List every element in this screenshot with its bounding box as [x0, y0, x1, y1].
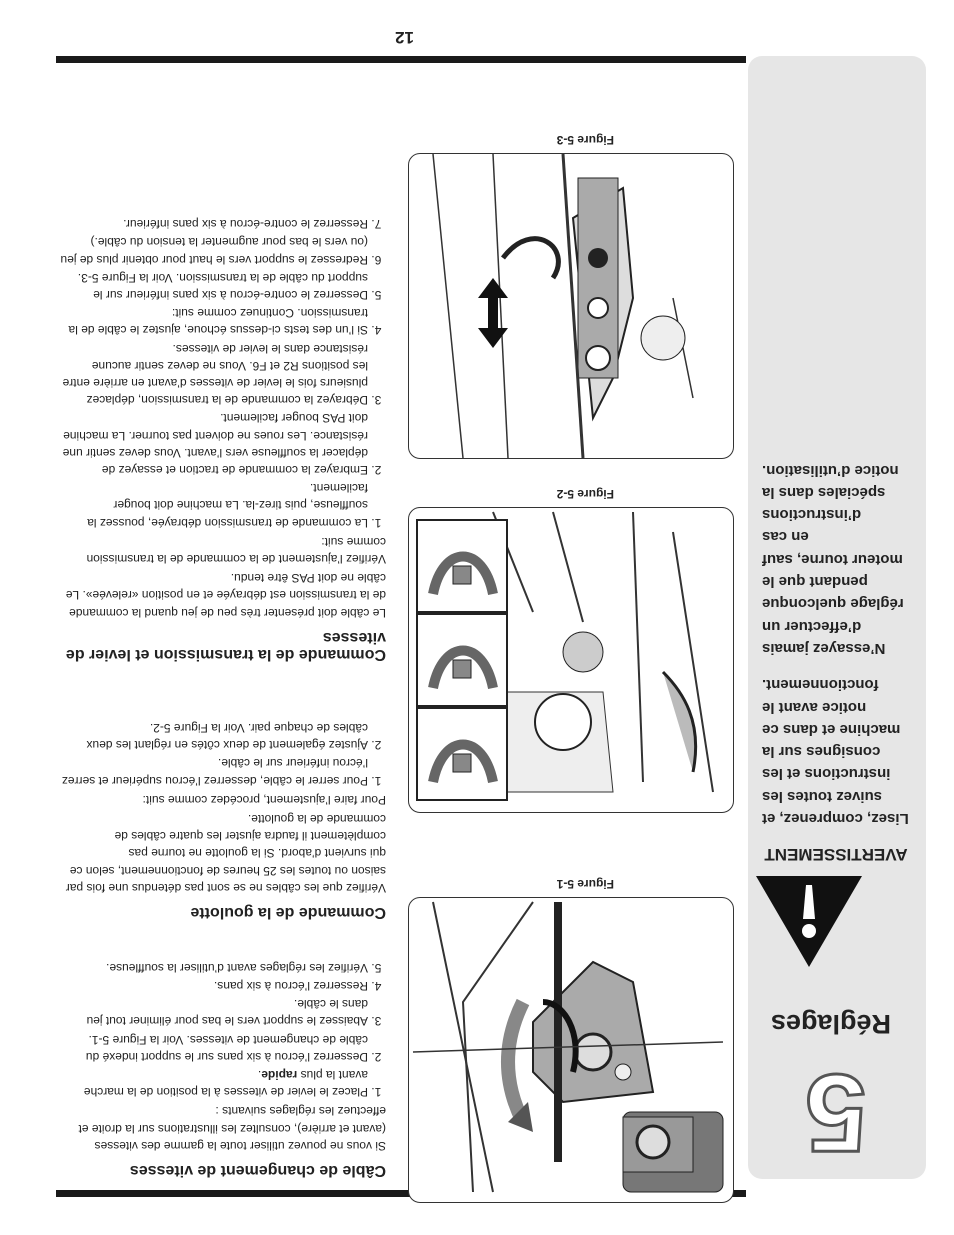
chute-control-intro-2: Pour faire l’ajustement, procédez comme suit: — [142, 792, 386, 807]
chute-control-step: 2. Ajustez également de deux côtés en réglant les deux câbles de chaque pair. Voir la Figure 5-2. — [60, 719, 368, 753]
double-arrow-icon — [478, 278, 508, 348]
drive-cable-bracket-drawing — [409, 154, 733, 458]
shift-cable-step — [60, 1066, 368, 1100]
shift-cable-steps — [60, 959, 386, 1101]
chute-control-intro: Vérifiez que les câbles ne se sont pas détendus une fois par saison ou toutes les 25 heures de fonctionnement, selon ce qui survient d’abord. Si la goulotte ne tourne pas complètement il faudra ajuster les quatre câbles de commande de la goulotte. — [65, 811, 386, 895]
warning-text — [762, 444, 912, 829]
step-text-bold: rapide — [261, 1067, 298, 1082]
shift-cable-heading: Câble de changement de vitesses — [129, 1162, 386, 1179]
transmission-step: 2. Embrayez la commande de traction et essayez de déplacer la souffleuse vers l’avant. Vous devez sentir une résistance. Les roues ne doivent pas tourner. La machine doit PAS bouger facilement. — [60, 409, 368, 478]
step-text: Placez le levier de vitesses à la position de la marche avant la plus — [83, 1067, 368, 1100]
warning-paragraph-1: Lisez, comprenez, et suivez toutes les instructions et les consignes sur la machine et dans ce notice avant le fonctionnement. — [762, 676, 909, 827]
shift-cable-section — [60, 947, 386, 1179]
transmission-step: 1. La commande de transmission débrayée, poussez la souffleuse, puis tirez-la. La machine doit bouger facilement. — [60, 479, 368, 531]
chute-control-step: 1. Pour serrer le câble, desserrez l’écrou supérieur et serrez l’écrou inférieur sur le câble. — [60, 754, 368, 788]
shift-cable-step: 2. Desserrez l’écrou à six pans sur le support indexé du câble de changement de vitesses. Voir la Figure 5-1. — [60, 1030, 368, 1064]
shift-cable-intro: Si vous ne pouvez utiliser toute la gamme des vitesses (avant et arrière), consultez les illustrations sur la droite et effectuez les réglages suivants : — [78, 1104, 386, 1153]
bottom-rule — [56, 56, 746, 63]
transmission-step: 5. Desserrez le contre-écrou à six pans inférieur sur le support du câble de la transmission. Voir la Figure 5-3. — [60, 269, 368, 303]
figure-5-1-caption: Figure 5-1 — [556, 877, 614, 891]
warning-title: AVERTISSEMENT — [764, 845, 908, 864]
transmission-step: 3. Débrayez la commande de la transmission, déplacez plusieurs fois le levier de vitesses d’avant en arrière entre les positions R2 et F6. Vous ne devez sentir aucune résistance dans le levier de vitesses. — [60, 339, 368, 408]
page-number: 12 — [395, 28, 414, 47]
chapter-title: Réglages — [770, 1009, 892, 1039]
shift-cable-step: 3. Abaissez le support vers le bas pour éliminer tout jeu dans le câble. — [60, 995, 368, 1029]
transmission-step: 7. Resserrez le contre-écrou à six pans inférieur. — [60, 215, 368, 232]
shift-cable-bracket-drawing — [409, 898, 733, 1202]
transmission-steps — [60, 215, 386, 531]
transmission-step: 4. Si l’un des tests ci-dessus échoue, ajustez le câble de la transmission. Continuez comme suit: — [60, 304, 368, 338]
transmission-section — [60, 203, 386, 663]
transmission-intro-2: Vérifiez l’ajustement de la commande de la transmission comme suit: — [86, 534, 386, 566]
transmission-intro: Le câble doit présenter très peu de jeu quand la commande de la transmission est débrayée et en position «relevée». Le câble ne doit PAS être tendu. — [65, 571, 386, 620]
warning-icon — [754, 874, 864, 969]
figure-5-3-illustration — [408, 153, 734, 459]
chapter-sidebar — [748, 56, 926, 1179]
step-text: . — [257, 1067, 262, 1082]
figure-5-3-caption: Figure 5-3 — [556, 133, 614, 147]
shift-cable-step: 4. Resserrez l’écrou à six pans. — [60, 977, 368, 994]
nut-inset-group — [417, 520, 507, 800]
shift-cable-step: 5. Vérifiez les réglages avant d’utiliser la souffleuse. — [60, 959, 368, 976]
chute-control-steps — [60, 719, 386, 789]
transmission-heading: Commande de la transmission et levier de vitesses — [65, 628, 386, 663]
figure-5-1-illustration — [408, 897, 734, 1203]
chute-control-section — [60, 707, 386, 921]
figure-5-2-caption: Figure 5-2 — [556, 487, 614, 501]
transmission-step: 6. Redressez le support vers le haut pour obtenir plus de jeu (ou vers le bas pour augmenter la tension du câble.) — [60, 233, 368, 267]
chute-control-heading: Commande de la goulotte — [190, 904, 386, 921]
warning-paragraph-2: N’essayez jamais d’effectuer un réglage quelconque pendant que le moteur tourne, sauf en cas d’instructions spéciales dans la notice d’utilisation. — [762, 461, 904, 657]
chute-cable-drawing — [409, 508, 733, 812]
chapter-number: 5 — [805, 1051, 867, 1174]
figure-5-2-illustration — [408, 507, 734, 813]
